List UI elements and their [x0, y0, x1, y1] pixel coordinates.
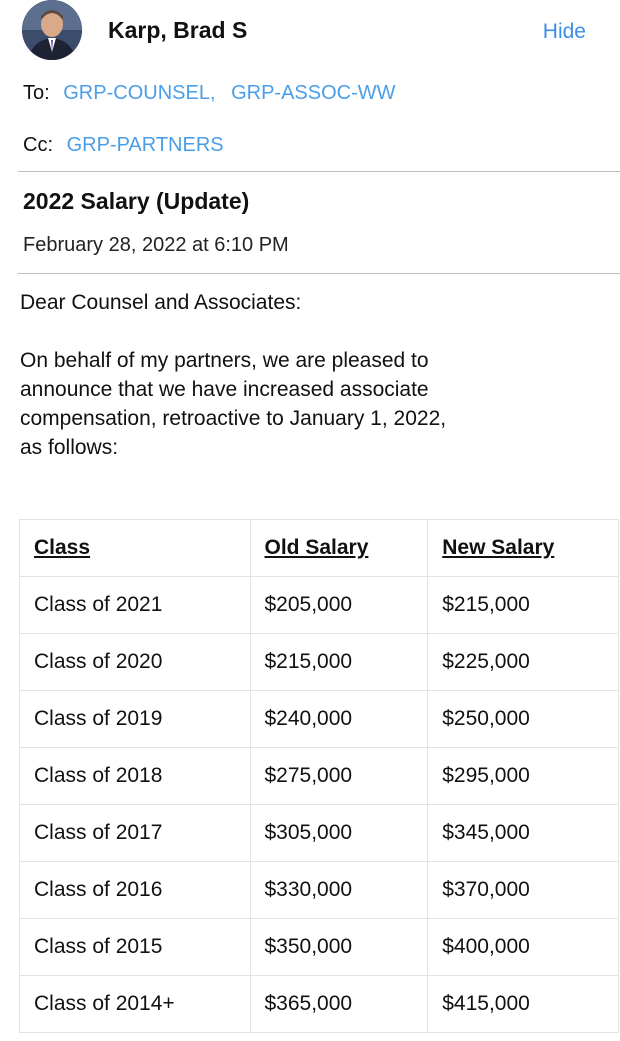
old-salary-cell: $330,000 — [250, 862, 428, 919]
avatar-photo — [22, 0, 82, 60]
table-row — [20, 919, 619, 976]
body-line: compensation, retroactive to January 1, 2022, — [20, 407, 447, 430]
old-salary-cell: $350,000 — [250, 919, 428, 976]
table-row — [20, 634, 619, 691]
divider — [18, 171, 620, 172]
hide-button[interactable]: Hide — [542, 20, 586, 43]
sent-date: February 28, 2022 at 6:10 PM — [23, 234, 289, 256]
old-salary-cell: $365,000 — [250, 976, 428, 1033]
cc-recipient-link[interactable]: GRP-PARTNERS — [66, 134, 224, 156]
old-salary-cell: $205,000 — [250, 577, 428, 634]
old-salary-cell: $305,000 — [250, 805, 428, 862]
table-row — [20, 976, 619, 1033]
class-cell: Class of 2019 — [20, 691, 251, 748]
class-cell: Class of 2016 — [20, 862, 251, 919]
column-header-old-salary: Old Salary — [250, 520, 428, 577]
new-salary-cell: $370,000 — [428, 862, 619, 919]
new-salary-cell: $400,000 — [428, 919, 619, 976]
body-paragraph — [20, 346, 580, 462]
table-row — [20, 862, 619, 919]
subject-line: 2022 Salary (Update) — [23, 188, 250, 214]
new-salary-cell: $215,000 — [428, 577, 619, 634]
sender-name: Karp, Brad S — [108, 17, 248, 43]
cc-label: Cc: — [23, 134, 53, 156]
class-cell: Class of 2020 — [20, 634, 251, 691]
old-salary-cell: $240,000 — [250, 691, 428, 748]
new-salary-cell: $250,000 — [428, 691, 619, 748]
body-line: announce that we have increased associate — [20, 378, 429, 401]
body-line: On behalf of my partners, we are pleased to — [20, 349, 429, 372]
cc-row — [23, 134, 224, 157]
class-cell: Class of 2015 — [20, 919, 251, 976]
table-row — [20, 805, 619, 862]
class-cell: Class of 2021 — [20, 577, 251, 634]
column-header-new-salary: New Salary — [428, 520, 619, 577]
new-salary-cell: $345,000 — [428, 805, 619, 862]
old-salary-cell: $215,000 — [250, 634, 428, 691]
new-salary-cell: $225,000 — [428, 634, 619, 691]
recipient-link[interactable]: GRP-COUNSEL, — [63, 82, 216, 104]
class-cell: Class of 2014+ — [20, 976, 251, 1033]
old-salary-cell: $275,000 — [250, 748, 428, 805]
recipient-link[interactable]: GRP-ASSOC-WW — [231, 82, 396, 104]
avatar[interactable] — [22, 0, 82, 60]
table-row — [20, 748, 619, 805]
column-header-class: Class — [20, 520, 251, 577]
table-header-row — [20, 520, 619, 577]
to-row — [23, 82, 396, 105]
class-cell: Class of 2017 — [20, 805, 251, 862]
salary-table — [19, 519, 619, 1033]
divider — [18, 273, 620, 274]
body-line: as follows: — [20, 436, 119, 459]
greeting: Dear Counsel and Associates: — [20, 291, 302, 314]
new-salary-cell: $415,000 — [428, 976, 619, 1033]
class-cell: Class of 2018 — [20, 748, 251, 805]
table-row — [20, 577, 619, 634]
message-header — [0, 0, 620, 70]
table-row — [20, 691, 619, 748]
new-salary-cell: $295,000 — [428, 748, 619, 805]
to-label: To: — [23, 82, 50, 104]
